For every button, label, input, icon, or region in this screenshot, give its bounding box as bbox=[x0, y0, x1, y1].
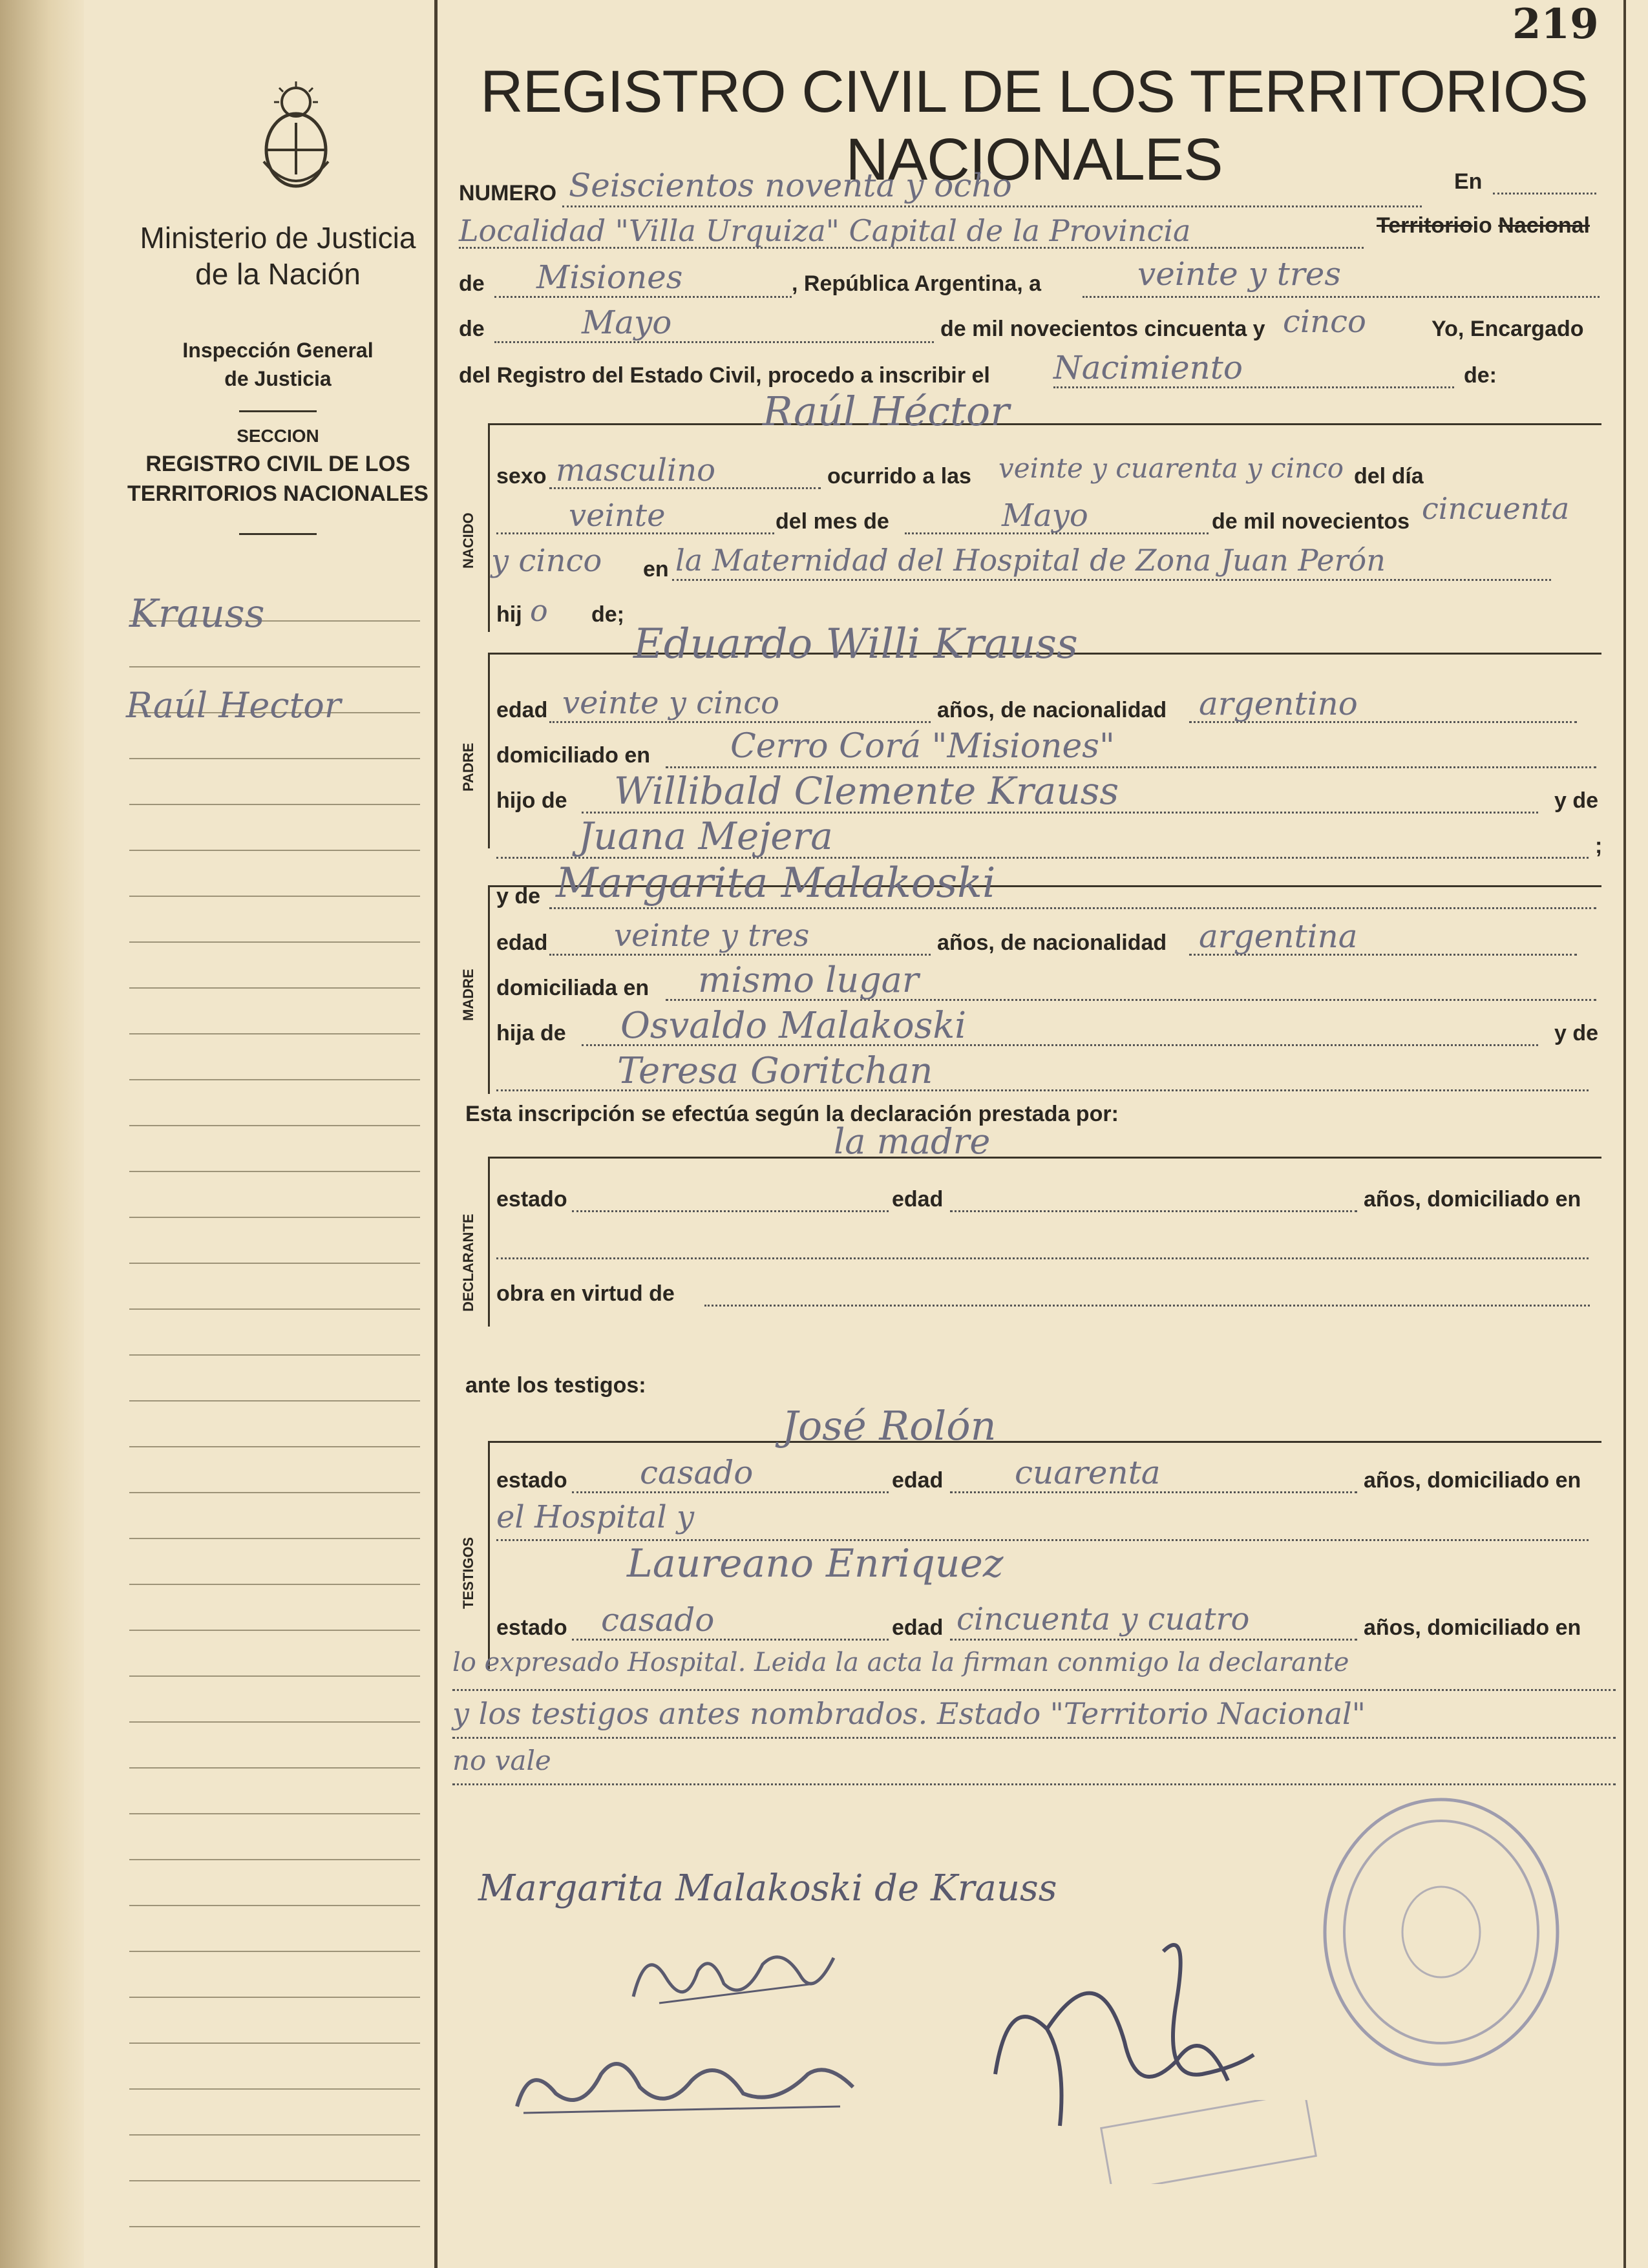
y-de-label: y de bbox=[1554, 1021, 1599, 1045]
anio-nac-entry: cincuenta bbox=[1422, 491, 1570, 526]
ruled-line bbox=[129, 1813, 420, 1814]
field-line bbox=[549, 721, 931, 723]
acto-entry: Nacimiento bbox=[1053, 349, 1243, 386]
given-names-entry: Raúl Hector bbox=[126, 685, 341, 726]
ruled-line bbox=[129, 804, 420, 805]
ruled-line bbox=[129, 1767, 420, 1769]
mes-nac-entry: Mayo bbox=[1002, 498, 1088, 534]
padre-madre-entry: Juana Mejera bbox=[578, 814, 833, 858]
anos-dom-label: años, domiciliado en bbox=[1364, 1187, 1581, 1212]
padre-dom-entry: Cerro Corá "Misiones" bbox=[730, 727, 1115, 766]
estado-label: estado bbox=[496, 1615, 567, 1640]
territorio-label: Territorioio Nacional bbox=[1377, 213, 1590, 238]
ruled-line bbox=[129, 1079, 420, 1080]
ruled-line bbox=[129, 1675, 420, 1677]
ruled-line bbox=[129, 758, 420, 759]
note2-entry: y los testigos antes nombrados. Estado "Territorio Nacional" bbox=[452, 1696, 1366, 1731]
dia-entry: veinte y tres bbox=[1137, 255, 1341, 293]
ruled-line bbox=[129, 1951, 420, 1952]
sexo-entry: masculino bbox=[556, 452, 716, 488]
page-binding bbox=[0, 0, 84, 2268]
inspection-name: Inspección General de Justicia bbox=[182, 339, 374, 390]
field-line bbox=[549, 907, 1596, 909]
provincia-entry: Misiones bbox=[536, 258, 683, 296]
hijo-de-label: hijo de bbox=[496, 788, 567, 813]
field-line bbox=[459, 247, 1364, 249]
rectangular-stamp-icon bbox=[1099, 2100, 1318, 2184]
padre-nombre-entry: Eduardo Willi Krauss bbox=[633, 620, 1078, 668]
ruled-line bbox=[129, 1171, 420, 1172]
ministry-name: Ministerio de Justicia de la Nación bbox=[140, 221, 416, 291]
localidad-entry: Localidad "Villa Urquiza" Capital de la Provincia bbox=[459, 213, 1191, 248]
ruled-line bbox=[129, 2042, 420, 2044]
ruled-line bbox=[129, 1859, 420, 1860]
padre-edad-entry: veinte y cinco bbox=[562, 685, 780, 721]
madre-dom-entry: mismo lugar bbox=[698, 960, 919, 1000]
testigo2-entry: Laureano Enriquez bbox=[627, 1541, 1004, 1586]
sexo-label: sexo bbox=[496, 464, 547, 488]
testigos-side-label: TESTIGOS bbox=[460, 1537, 476, 1609]
anio-entry: cinco bbox=[1283, 304, 1366, 340]
madre-nac-entry: argentina bbox=[1199, 918, 1358, 955]
coat-of-arms-icon bbox=[251, 78, 341, 194]
field-line bbox=[1083, 296, 1600, 298]
anos-nac-label: años, de nacionalidad bbox=[937, 930, 1167, 955]
field-line bbox=[950, 1639, 1357, 1641]
declarante-entry: la madre bbox=[834, 1121, 991, 1162]
edad-label: edad bbox=[496, 698, 548, 722]
y-de-label: y de bbox=[1554, 788, 1599, 813]
field-line bbox=[452, 1689, 1616, 1691]
page-number: 219 bbox=[1512, 0, 1599, 48]
mes-entry: Mayo bbox=[582, 304, 672, 341]
ruled-line bbox=[129, 666, 420, 667]
field-line bbox=[950, 1491, 1357, 1493]
edad-label: edad bbox=[892, 1615, 944, 1640]
testigo2-edad-entry: cincuenta y cuatro bbox=[956, 1601, 1250, 1637]
domiciliada-label: domiciliada en bbox=[496, 976, 650, 1000]
edad-label: edad bbox=[892, 1468, 944, 1493]
madre-padre-entry: Osvaldo Malakoski bbox=[620, 1005, 967, 1047]
numero-label: NUMERO bbox=[459, 181, 557, 205]
ruled-line bbox=[129, 1033, 420, 1034]
edad-label: edad bbox=[892, 1187, 944, 1212]
hora-entry: veinte y cuarenta y cinco bbox=[998, 452, 1344, 484]
madre-nombre-entry: Margarita Malakoski bbox=[556, 859, 996, 907]
ruled-line bbox=[129, 1905, 420, 1906]
ruled-line bbox=[129, 1721, 420, 1723]
ruled-line bbox=[129, 1538, 420, 1539]
madre-side-label: MADRE bbox=[460, 969, 476, 1021]
field-line bbox=[672, 579, 1551, 581]
official-stamp-icon bbox=[1312, 1790, 1570, 2074]
ruled-line bbox=[129, 1308, 420, 1310]
lugar-nac-entry: la Maternidad del Hospital de Zona Juan Perón bbox=[675, 543, 1386, 578]
field-line bbox=[704, 1305, 1590, 1307]
field-line bbox=[549, 954, 931, 956]
declarante-side-label: DECLARANTE bbox=[460, 1213, 476, 1312]
de-mil-nov-label: de mil novecientos bbox=[1212, 509, 1410, 534]
note3-entry: no vale bbox=[452, 1745, 551, 1776]
section-name: SECCION REGISTRO CIVIL DE LOS TERRITORIOS NACIONALES bbox=[127, 426, 428, 506]
dia-nac-entry: veinte bbox=[569, 498, 666, 534]
field-line bbox=[572, 1639, 889, 1641]
ruled-line bbox=[129, 1446, 420, 1447]
field-line bbox=[1053, 386, 1454, 388]
ante-testigos-label: ante los testigos: bbox=[465, 1373, 646, 1398]
obra-label: obra en virtud de bbox=[496, 1281, 675, 1306]
anos-dom-label: años, domiciliado en bbox=[1364, 1468, 1581, 1493]
hijo-suffix-entry: o bbox=[530, 593, 548, 628]
anio-nac2-entry: y cinco bbox=[491, 543, 602, 579]
note1-entry: lo expresado Hospital. Leida la acta la firman conmigo la declarante bbox=[452, 1648, 1349, 1677]
en-lugar-label: en bbox=[643, 557, 669, 582]
madre-edad-entry: veinte y tres bbox=[614, 918, 810, 954]
edad-label: edad bbox=[496, 930, 548, 955]
ruled-line bbox=[129, 850, 420, 851]
nacido-nombre-entry: Raúl Héctor bbox=[763, 388, 1009, 435]
divider-rule bbox=[239, 410, 317, 412]
ruled-line bbox=[129, 1400, 420, 1402]
testigo1-dom-entry: el Hospital y bbox=[496, 1499, 695, 1535]
ocurrido-label: ocurrido a las bbox=[827, 464, 971, 488]
field-line bbox=[666, 766, 1596, 768]
anos-nac-label: años, de nacionalidad bbox=[937, 698, 1167, 722]
inscripcion-label: Esta inscripción se efectúa según la declaración prestada por: bbox=[465, 1102, 1119, 1126]
ruled-line bbox=[129, 896, 420, 897]
padre-nac-entry: argentino bbox=[1199, 685, 1358, 722]
testigo1-estado-entry: casado bbox=[640, 1454, 754, 1491]
field-line bbox=[496, 1257, 1589, 1259]
testigo2-estado-entry: casado bbox=[601, 1601, 715, 1639]
ruled-line bbox=[129, 1125, 420, 1126]
de-label: de bbox=[459, 271, 485, 296]
signature-mother: Margarita Malakoski de Krauss bbox=[478, 1867, 1057, 1909]
field-line bbox=[452, 1737, 1616, 1739]
ruled-line bbox=[129, 1997, 420, 1998]
ruled-line bbox=[129, 1584, 420, 1585]
del-mes-label: del mes de bbox=[776, 509, 889, 534]
ruled-line bbox=[129, 941, 420, 943]
testigo1-entry: José Rolón bbox=[782, 1402, 997, 1449]
ruled-line bbox=[129, 2134, 420, 2136]
padre-padre-entry: Willibald Clemente Krauss bbox=[614, 769, 1119, 813]
surname-entry: Krauss bbox=[129, 591, 265, 636]
ruled-line bbox=[129, 2226, 420, 2227]
estado-label: estado bbox=[496, 1187, 567, 1212]
de-label: de bbox=[459, 317, 485, 341]
testigo1-edad-entry: cuarenta bbox=[1015, 1454, 1161, 1491]
ruled-line bbox=[129, 987, 420, 989]
madre-madre-entry: Teresa Goritchan bbox=[617, 1050, 933, 1092]
signature-witness-1 bbox=[620, 1938, 853, 2016]
estado-label: estado bbox=[496, 1468, 567, 1493]
semicolon-label: ; bbox=[1595, 834, 1603, 858]
domiciliado-label: domiciliado en bbox=[496, 743, 651, 768]
en-label: En bbox=[1454, 169, 1483, 194]
right-border bbox=[1623, 0, 1626, 2268]
field-line bbox=[562, 205, 1422, 207]
de-mil-label: de mil novecientos cincuenta y bbox=[940, 317, 1265, 341]
ruled-line bbox=[129, 1492, 420, 1493]
signature-witness-2 bbox=[504, 2035, 866, 2126]
ruled-line bbox=[129, 1354, 420, 1356]
ruled-line bbox=[129, 2088, 420, 2090]
yo-encargado-label: Yo, Encargado bbox=[1431, 317, 1584, 341]
field-line bbox=[572, 1210, 889, 1212]
de-semicolon-label: de; bbox=[591, 602, 624, 627]
hijo-label: hij bbox=[496, 602, 522, 627]
hija-de-label: hija de bbox=[496, 1021, 566, 1045]
de-colon-label: de: bbox=[1464, 363, 1497, 388]
field-line bbox=[1493, 193, 1596, 194]
ruled-line bbox=[129, 1217, 420, 1218]
del-dia-label: del día bbox=[1354, 464, 1424, 488]
page-title: REGISTRO CIVIL DE LOS TERRITORIOS NACIONALES bbox=[480, 59, 1588, 193]
field-line bbox=[572, 1491, 889, 1493]
field-line bbox=[950, 1210, 1357, 1212]
field-line bbox=[494, 296, 792, 298]
y-de-madre-label: y de bbox=[496, 884, 541, 908]
ruled-line bbox=[129, 1263, 420, 1264]
ruled-line bbox=[129, 2180, 420, 2181]
del-registro-label: del Registro del Estado Civil, procedo a inscribir el bbox=[459, 363, 990, 388]
divider-rule bbox=[239, 533, 317, 535]
field-line bbox=[452, 1783, 1616, 1785]
nacido-side-label: NACIDO bbox=[460, 512, 476, 569]
ruled-line bbox=[129, 1630, 420, 1631]
republica-label: , República Argentina, a bbox=[792, 271, 1042, 296]
field-line bbox=[494, 341, 934, 343]
numero-entry: Seiscientos noventa y ocho bbox=[569, 167, 1012, 204]
anos-dom-label: años, domiciliado en bbox=[1364, 1615, 1581, 1640]
padre-side-label: PADRE bbox=[460, 742, 476, 792]
